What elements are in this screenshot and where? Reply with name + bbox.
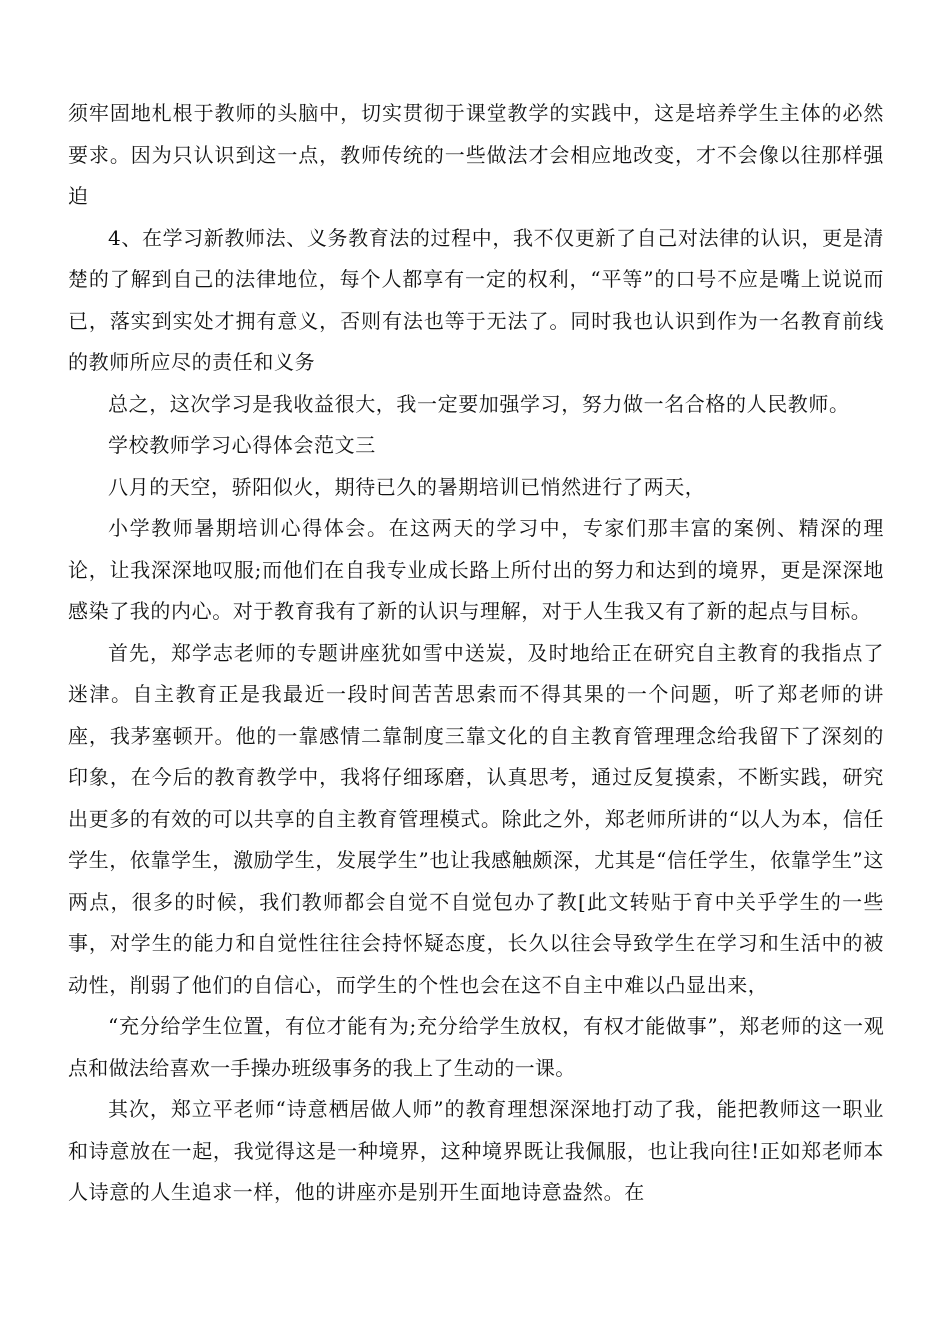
section-heading: 学校教师学习心得体会范文三 bbox=[108, 433, 376, 457]
paragraph-quote: “充分给学生位置，有位才能有为;充分给学生放权，有权才能做事”，郑老师的这一观点和做法给喜欢一手操办班级事务的我上了生动的一课。 bbox=[68, 1014, 884, 1080]
paragraph-first: 首先，郑学志老师的专题讲座犹如雪中送炭，及时地给正在研究自主教育的我指点了迷津。自主教育正是我最近一段时间苦苦思索而不得其果的一个问题，听了郑老师的讲座，我茅塞顿开。他的一靠感情二靠制度三靠文化的自主教育管理理念给我留下了深刻的印象，在今后的教育教学中，我将仔细琢磨，认真思考，通过反复摸索，不断实践，研究出更多的有效的可以共享的自主教育管理模式。除此之外，郑老师所讲的“以人为本，信任学生，依靠学生，激励学生，发展学生”也让我感触颇深，尤其是“信任学生，依靠学生”这两点，很多的时候，我们教师都会自觉不自觉包办了教[此文转贴于育中关乎学生的一些事，对学生的能力和自觉性往往会持怀疑态度，长久以往会导致学生在学习和生活中的被动性，削弱了他们的自信心，而学生的个性也会在这不自主中难以凸显出来， bbox=[68, 640, 884, 997]
paragraph-summary: 总之，这次学习是我收益很大，我一定要加强学习，努力做一名合格的人民教师。 bbox=[108, 391, 850, 416]
document-body bbox=[68, 93, 884, 1214]
paragraph-training: 小学教师暑期培训心得体会。在这两天的学习中，专家们那丰富的案例、精深的理论，让我深深地叹服;而他们在自我专业成长路上所付出的努力和达到的境界，更是深深地感染了我的内心。对于教育我有了新的认识与理解，对于人生我又有了新的起点与目标。 bbox=[68, 516, 884, 623]
paragraph-second: 其次，郑立平老师“诗意栖居做人师”的教育理想深深地打动了我，能把教师这一职业和诗意放在一起，我觉得这是一种境界，这种境界既让我佩服，也让我向往!正如郑老师本人诗意的人生追求一样，他的讲座亦是别开生面地诗意盎然。在 bbox=[68, 1097, 884, 1204]
paragraph-intro: 八月的天空，骄阳似火，期待已久的暑期培训已悄然进行了两天， bbox=[108, 474, 706, 499]
paragraph-continuation: 须牢固地札根于教师的头脑中，切实贯彻于课堂教学的实践中，这是培养学生主体的必然要求。因为只认识到这一点，教师传统的一些做法才会相应地改变，才不会像以往那样强迫 bbox=[68, 101, 884, 208]
paragraph-law-learning: 4、在学习新教师法、义务教育法的过程中，我不仅更新了自己对法律的认识，更是清楚的了解到自己的法律地位，每个人都享有一定的权利，“平等”的口号不应是嘴上说说而已，落实到实处才拥有意义，否则有法也等于无法了。同时我也认识到作为一名教育前线的教师所应尽的责任和义务 bbox=[68, 225, 884, 374]
